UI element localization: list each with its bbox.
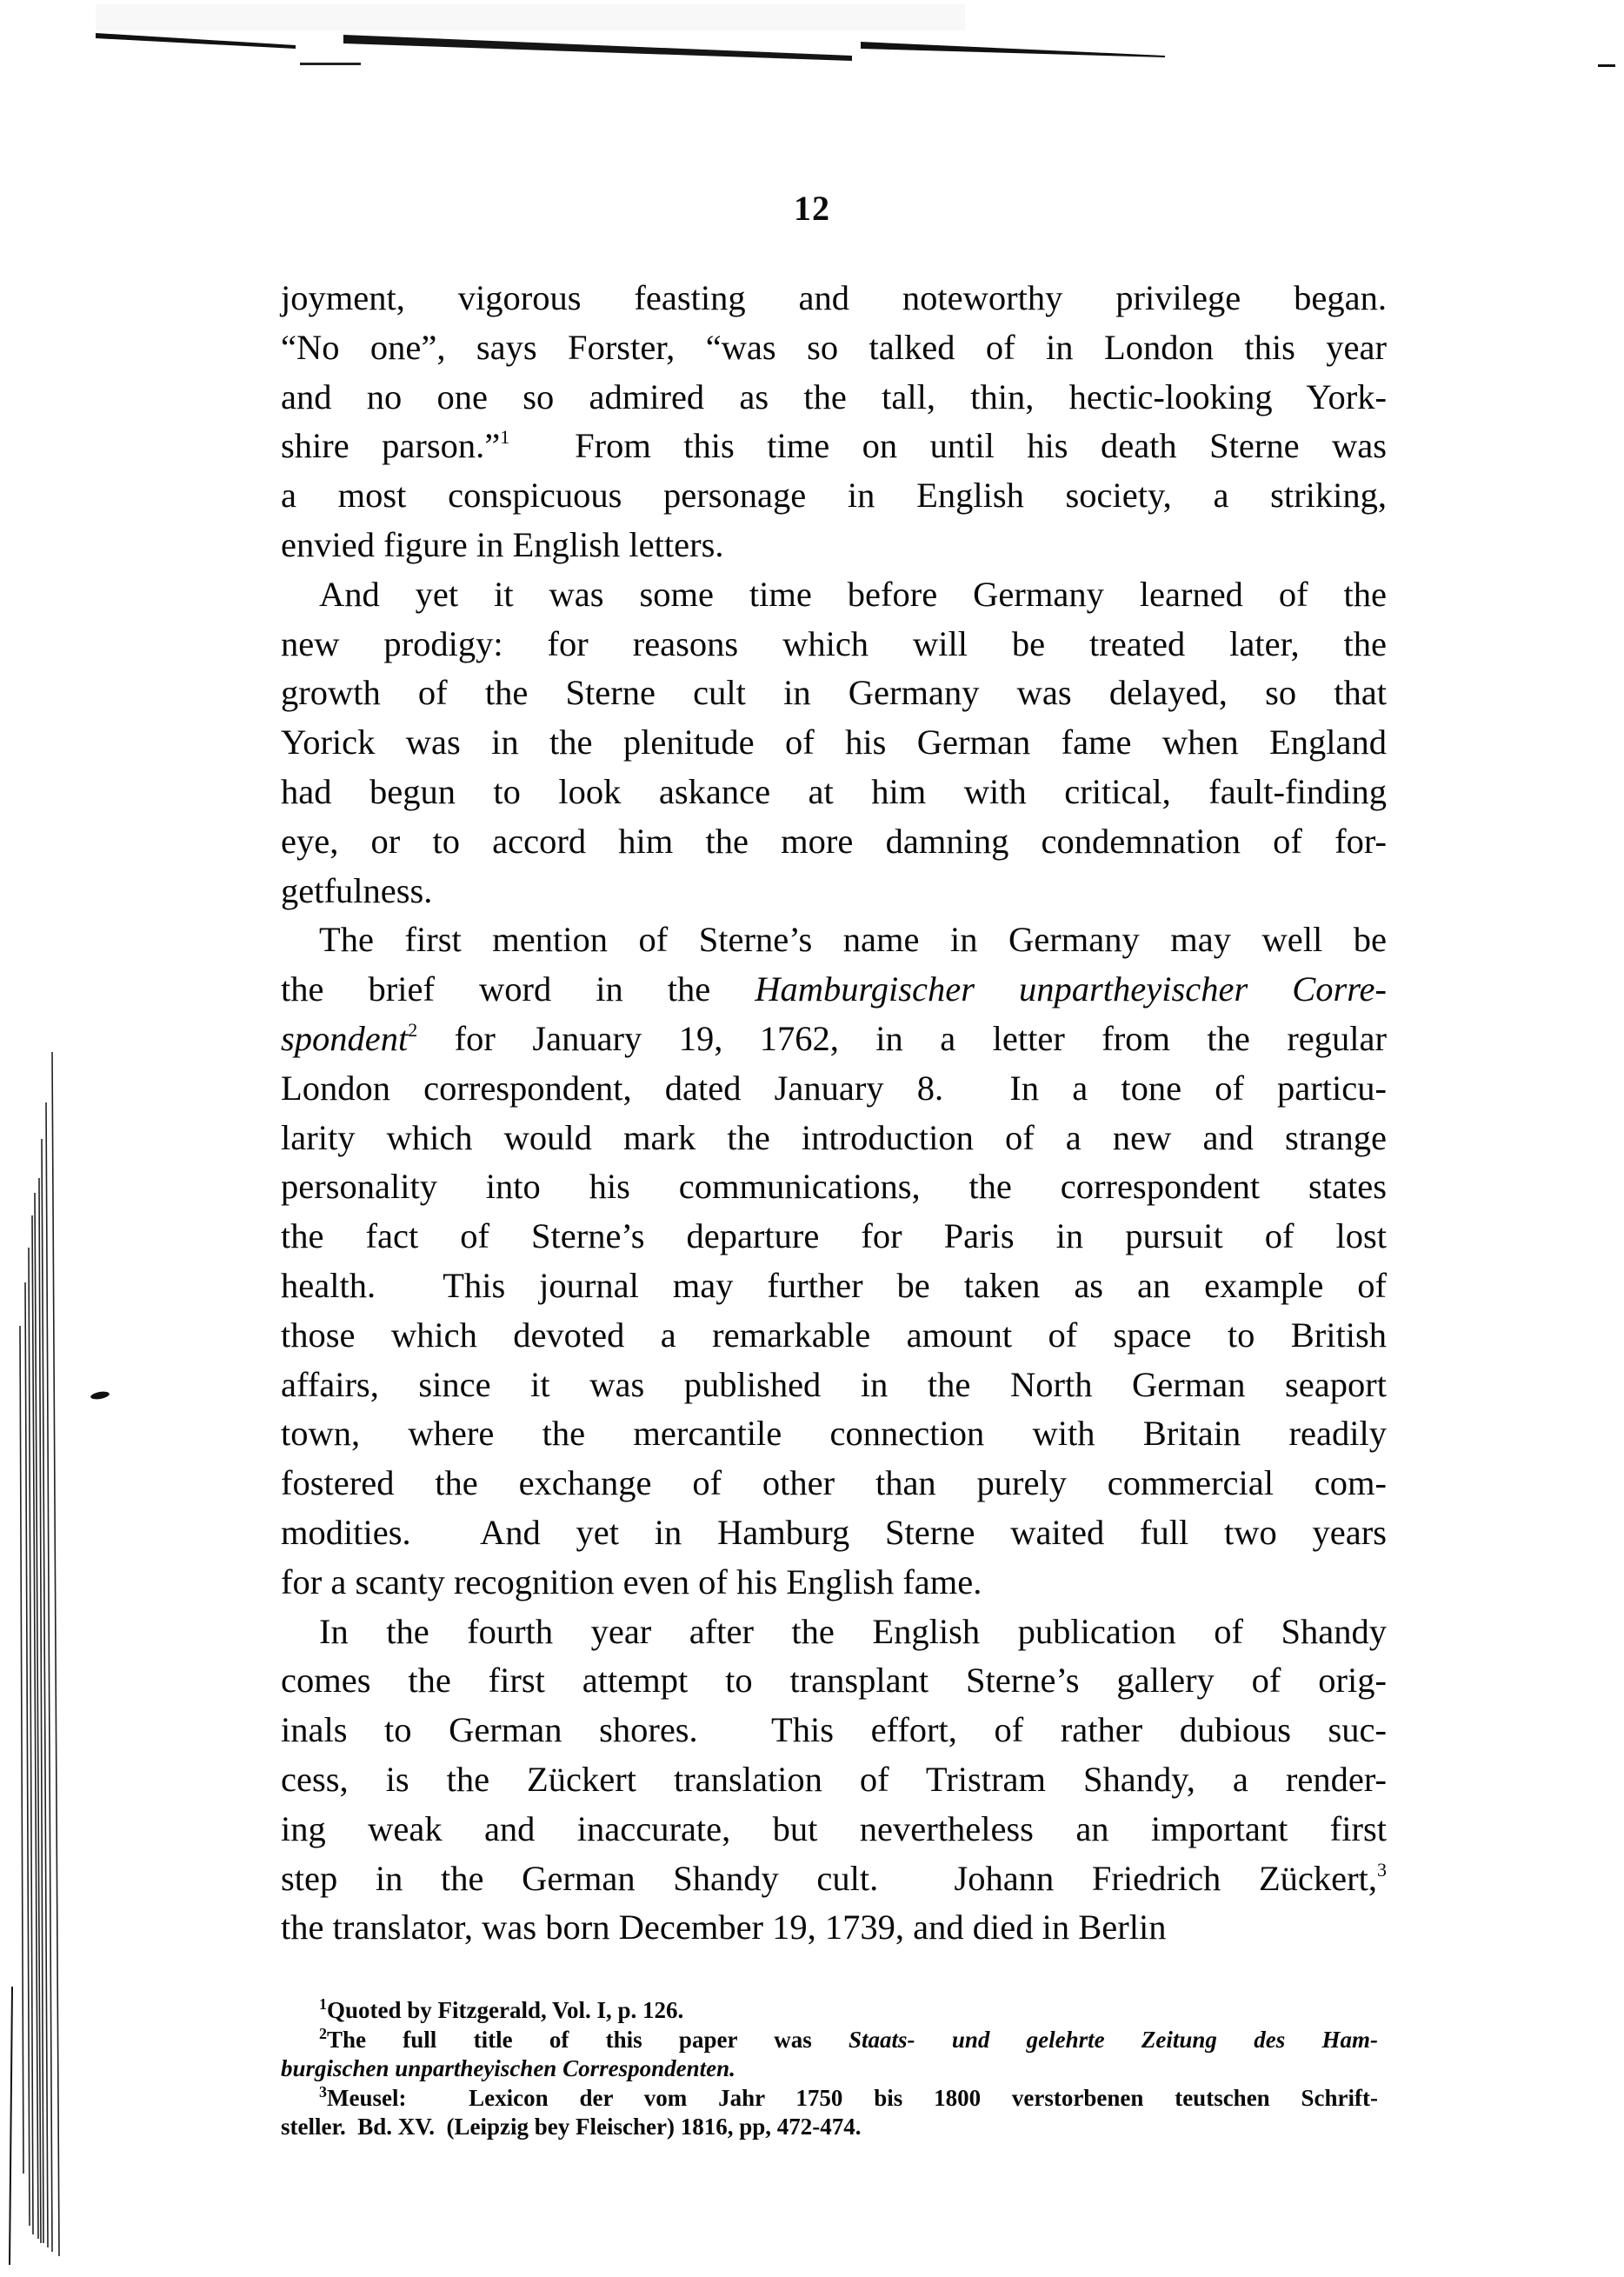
text-line	[281, 1064, 1387, 1114]
text-line	[281, 915, 1387, 965]
page-edge-lines	[0, 1043, 70, 2277]
text-line	[281, 1558, 1387, 1608]
text-line	[281, 521, 1387, 570]
text-line	[281, 768, 1387, 817]
text-run: the fact of Sterne’s departure for Paris in pursuit of lost	[281, 1216, 1387, 1256]
text-line	[281, 1656, 1387, 1706]
text-line	[281, 620, 1387, 669]
footnotes	[281, 1996, 1378, 2142]
footnote-reference[interactable]: 3	[1377, 1858, 1387, 1881]
text-run: growth of the Sterne cult in Germany was delayed, so that	[281, 673, 1387, 713]
text-line	[281, 1162, 1387, 1212]
footnote-line	[281, 1996, 1378, 2026]
text-line	[281, 1361, 1387, 1410]
body-text	[281, 274, 1387, 1953]
text-run: those which devoted a remarkable amount of space to British	[281, 1315, 1387, 1355]
text-line	[281, 1706, 1387, 1755]
text-run: fostered the exchange of other than purely commercial com-	[281, 1463, 1387, 1503]
text-line	[281, 422, 1387, 471]
text-run: cess, is the Zückert translation of Tristram Shandy, a render-	[281, 1759, 1387, 1799]
text-run: ing weak and inaccurate, but nevertheless an important first	[281, 1808, 1387, 1848]
text-run: and no one so admired as the tall, thin, hectic-looking York-	[281, 376, 1387, 416]
text-line	[281, 1311, 1387, 1361]
footnote	[281, 2026, 1378, 2084]
text-run: Quoted by Fitzgerald, Vol. I, p. 126.	[327, 1997, 684, 2023]
paragraph	[281, 915, 1387, 1607]
italic-title: Staats- und gelehrte Zeitung des Ham-	[849, 2026, 1378, 2053]
text-line	[281, 1262, 1387, 1311]
text-run: The full title of this paper was	[327, 2026, 849, 2053]
text-line	[281, 1854, 1387, 1904]
italic-title: spondent	[281, 1018, 409, 1058]
text-line	[281, 570, 1387, 620]
text-run: for a scanty recognition even of his English fame.	[281, 1561, 982, 1601]
text-run: shire parson.”	[281, 426, 501, 466]
text-line	[281, 1212, 1387, 1262]
text-run: larity which would mark the introduction of a new and strange	[281, 1117, 1387, 1157]
text-run: And yet it was some time before Germany learned of the	[319, 574, 1387, 614]
text-line	[281, 1903, 1387, 1953]
text-line	[281, 1459, 1387, 1508]
text-run: comes the first attempt to transplant Sterne’s gallery of orig-	[281, 1661, 1387, 1701]
text-run: the translator, was born December 19, 1739, and died in Berlin	[281, 1907, 1167, 1947]
text-run: From this time on until his death Sterne was	[509, 426, 1387, 466]
footnote-marker: 3	[319, 2082, 327, 2101]
text-run: envied figure in English letters.	[281, 524, 724, 564]
footnote-reference[interactable]: 2	[408, 1018, 418, 1041]
text-run: joyment, vigorous feasting and noteworthy privilege began.	[281, 278, 1387, 317]
text-run: modities. And yet in Hamburg Sterne waited full two years	[281, 1512, 1387, 1552]
footnote-marker: 2	[319, 2024, 327, 2042]
text-line	[281, 817, 1387, 867]
scan-blot	[90, 1390, 110, 1401]
text-line	[281, 471, 1387, 521]
text-line	[281, 1015, 1387, 1064]
text-run: personality into his communications, the correspondent states	[281, 1167, 1387, 1207]
text-line	[281, 718, 1387, 768]
text-run: a most conspicuous personage in English society, a striking,	[281, 476, 1387, 516]
text-run: eye, or to accord him the more damning condemnation of for-	[281, 821, 1387, 861]
text-run: getfulness.	[281, 870, 433, 910]
text-run: In the fourth year after the English publication of Shandy	[319, 1611, 1387, 1651]
text-run: “No one”, says Forster, “was so talked of in London this year	[281, 327, 1387, 367]
text-line	[281, 1409, 1387, 1459]
text-line	[281, 1508, 1387, 1558]
footnote-line	[281, 2113, 1378, 2142]
text-line	[281, 323, 1387, 373]
text-run: The first mention of Sterne’s name in Germany may well be	[319, 920, 1387, 960]
footnote-line	[281, 2084, 1378, 2114]
italic-title: Hamburgischer unpartheyischer Corre-	[755, 969, 1387, 1009]
text-run: town, where the mercantile connection with Britain readily	[281, 1414, 1387, 1454]
text-run: steller. Bd. XV. (Leipzig bey Fleischer) 1816, pp, 472-474.	[281, 2114, 862, 2140]
text-run: the brief word in the	[281, 969, 755, 1009]
scan-edge-artifact	[0, 0, 1624, 70]
footnote	[281, 2084, 1378, 2142]
text-run: step in the German Shandy cult. Johann Friedrich Zückert,	[281, 1858, 1377, 1898]
text-line	[281, 867, 1387, 916]
text-line	[281, 1805, 1387, 1854]
text-line	[281, 1608, 1387, 1657]
paragraph	[281, 1608, 1387, 1954]
text-line	[281, 274, 1387, 323]
text-line	[281, 669, 1387, 718]
footnote-line	[281, 2054, 1378, 2084]
text-line	[281, 1755, 1387, 1805]
text-line	[281, 965, 1387, 1015]
paragraph	[281, 274, 1387, 570]
footnote-reference[interactable]: 1	[500, 426, 510, 449]
text-run: affairs, since it was published in the North German seaport	[281, 1364, 1387, 1404]
paragraph	[281, 570, 1387, 916]
text-run: new prodigy: for reasons which will be treated later, the	[281, 623, 1387, 663]
text-run: had begun to look askance at him with critical, fault-finding	[281, 771, 1387, 811]
text-run: London correspondent, dated January 8. In a tone of particu-	[281, 1068, 1387, 1108]
text-run: Yorick was in the plenitude of his German fame when England	[281, 722, 1387, 762]
scan-mark	[1598, 64, 1615, 67]
text-run: for January 19, 1762, in a letter from the regular	[417, 1018, 1387, 1058]
footnote-line	[281, 2026, 1378, 2055]
text-line	[281, 373, 1387, 423]
page-number: 12	[794, 189, 830, 228]
text-line	[281, 1114, 1387, 1163]
italic-title: burgischen unpartheyischen Correspondenten.	[281, 2055, 735, 2081]
footnote-marker: 1	[319, 1995, 327, 2013]
text-run: health. This journal may further be taken as an example of	[281, 1265, 1387, 1305]
text-run: Meusel: Lexicon der vom Jahr 1750 bis 1800 verstorbenen teutschen Schrift-	[327, 2084, 1378, 2111]
text-run: inals to German shores. This effort, of rather dubious suc-	[281, 1710, 1387, 1750]
footnote	[281, 1996, 1378, 2026]
